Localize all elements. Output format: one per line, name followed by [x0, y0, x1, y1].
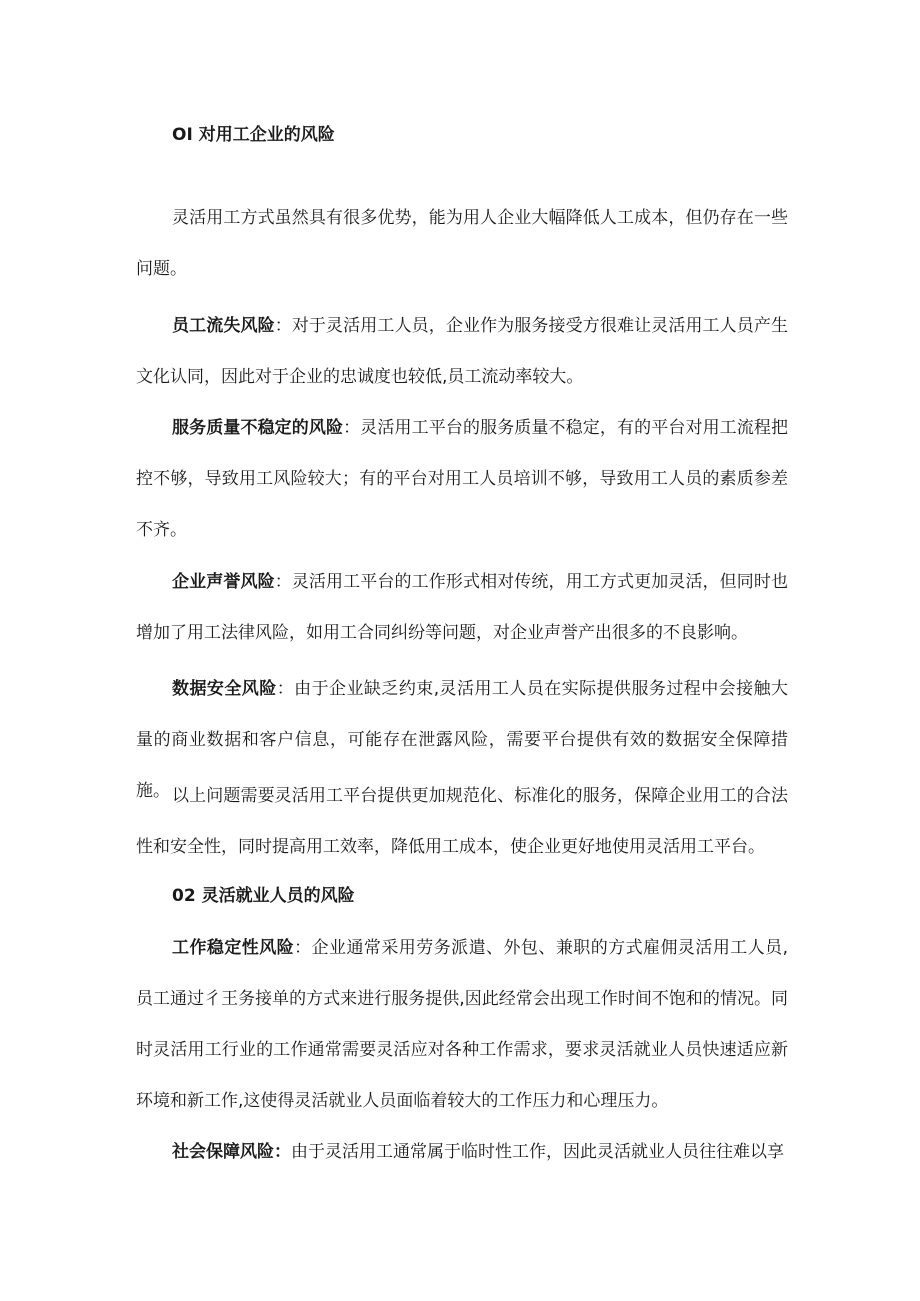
- risk-separator: ：: [343, 418, 361, 438]
- risk-paragraph-service-quality: [136, 403, 788, 556]
- risk-body: 由于灵活用工通常属于临时性工作，因此灵活就业人员往往难以享: [291, 1142, 784, 1162]
- risk-body: 由于企业缺乏约束,灵活用工人员在实际提供服务过程中会接触大量的商业数据和客户信息，可能存在泄露风险，需要平台提供有效的数据安全保障措施。: [136, 679, 789, 801]
- risk-separator: ：: [274, 316, 292, 336]
- section-title: 灵活就业人员的风险: [201, 886, 355, 906]
- risk-separator: ：: [274, 572, 292, 592]
- section-heading-1: [172, 122, 335, 148]
- summary-paragraph: 以上问题需要灵活用工平台提供更加规范化、标准化的服务，保障企业用工的合法性和安全性，同时提高用工效率，降低用工成本，使企业更好地使用灵活用工平台。: [136, 786, 788, 857]
- risk-body: 对于灵活用工人员，企业作为服务接受方很难让灵活用工人员产生文化认同，因此对于企业的忠诚度也较低,员工流动率较大。: [136, 316, 789, 387]
- risk-paragraph-staff-turnover: [136, 301, 788, 403]
- section-heading-2: [172, 883, 355, 909]
- risk-lead: 社会保障风险：: [172, 1142, 291, 1162]
- section-number: 02: [172, 886, 196, 906]
- risk-body: 灵活用工平台的服务质量不稳定，有的平台对用工流程把控不够，导致用工风险较大；有的平台对用工人员培训不够，导致用工人员的素质参差不齐。: [136, 418, 789, 540]
- section-number: OI: [172, 125, 193, 145]
- section-title: 对用工企业的风险: [198, 125, 335, 145]
- risk-lead: 数据安全风险: [172, 679, 277, 699]
- intro-paragraph: 灵活用工方式虽然具有很多优势，能为用人企业大幅降低人工成本，但仍存在一些问题。: [136, 208, 788, 279]
- risk-lead: 企业声誉风险: [172, 572, 275, 592]
- risk-paragraph-social-security: [136, 1127, 788, 1178]
- risk-paragraph-job-stability: [136, 923, 788, 1127]
- risk-separator: ：: [276, 679, 295, 699]
- risk-paragraph-reputation: [136, 557, 788, 659]
- risk-separator: ：: [294, 938, 312, 958]
- risk-body: 企业通常采用劳务派遣、外包、兼职的方式雇佣灵活用工人员,员工通过彳王务接单的方式来进行服务提供,因此经常会出现工作时间不饱和的情况。同时灵活用工行业的工作通常需要灵活应对各种工作需求，要求灵活就业人员快速适应新环境和新工作,这使得灵活就业人员面临着较大的工作压力和心理压力。: [136, 938, 789, 1111]
- risk-lead: 员工流失风险: [172, 316, 275, 336]
- risk-lead: 服务质量不稳定的风险: [172, 418, 344, 438]
- risk-lead: 工作稳定性风险: [172, 938, 295, 958]
- risk-body: 灵活用工平台的工作形式相对传统，用工方式更加灵活，但同时也增加了用工法律风险，如用工合同纠纷等问题，对企业声誉产出很多的不良影响。: [136, 572, 789, 643]
